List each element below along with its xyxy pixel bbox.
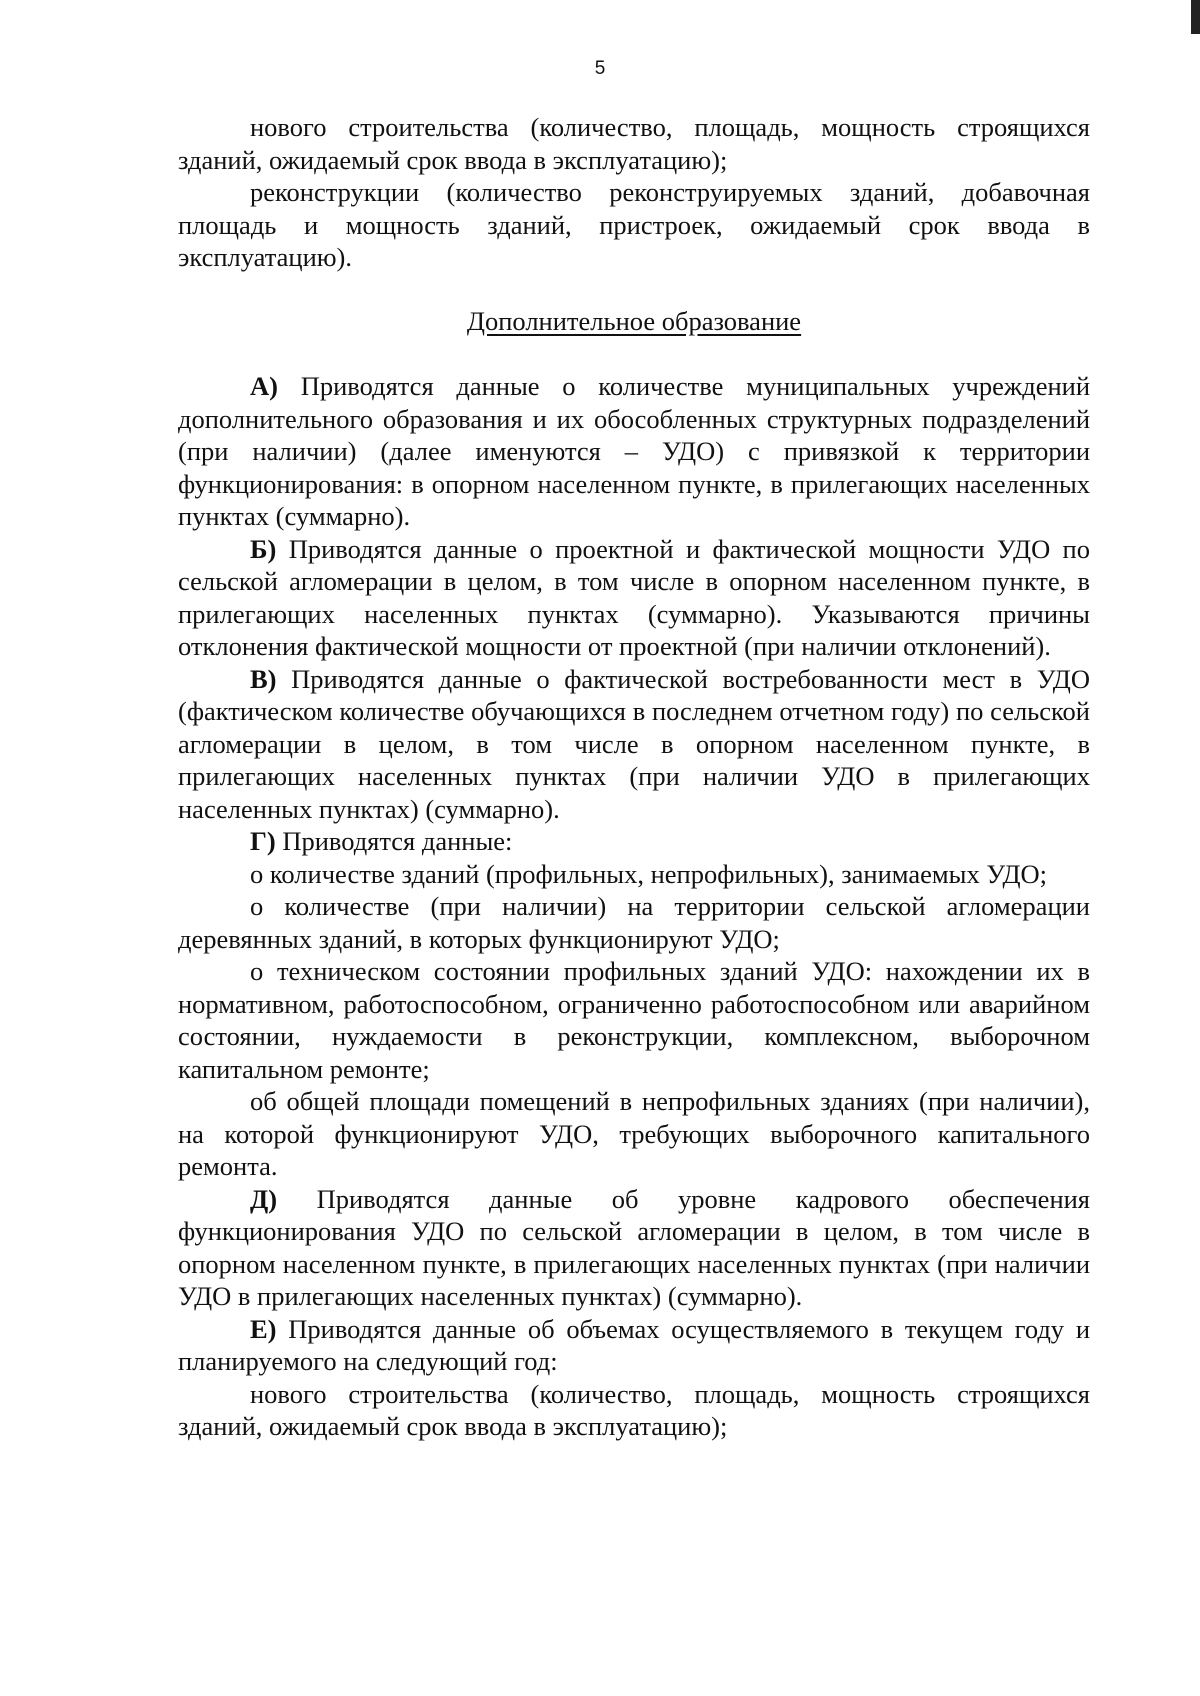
paragraph-new-construction: нового строительства (количество, площадь, мощность строящихся зданий, ожидаемый срок ввода в эксплуатацию); [178, 112, 1090, 175]
paragraph-e-new-construction: нового строительства (количество, площадь, мощность строящихся зданий, ожидаемый срок ввода в эксплуатацию); [178, 1378, 1090, 1441]
item-marker: Е) [250, 1313, 277, 1344]
paragraph-item-d [178, 1183, 1090, 1313]
item-text: Приводятся данные о количестве муниципальных учреждений дополнительного образования и их обособленных структурных подразделений (при наличии) (далее именуются – УДО) с привязкой к территории функционирования: в опорном населенном пункте, в прилегающих населенных пунктах (суммарно). [178, 371, 1090, 531]
paragraph-item-a [178, 370, 1090, 533]
item-marker: Б) [250, 533, 277, 564]
paragraph-item-g [178, 825, 1090, 858]
paragraph-reconstruction: реконструкции (количество реконструируемых зданий, добавочная площадь и мощность зданий, пристроек, ожидаемый срок ввода в эксплуатацию). [178, 177, 1090, 272]
item-text: Приводятся данные об уровне кадрового обеспечения функционирования УДО по сельской агломерации в целом, в том числе в опорном населенном пункте, в прилегающих населенных пунктах (при наличии УДО в прилегающих населенных пунктах) (суммарно). [178, 1183, 1090, 1311]
paragraph-item-e [178, 1313, 1090, 1378]
item-marker: А) [250, 371, 278, 401]
item-text: Приводятся данные: [275, 826, 513, 856]
page-number: 5 [594, 58, 606, 79]
paragraph-g-buildings-count: о количестве зданий (профильных, непрофильных), занимаемых УДО; [250, 858, 1048, 889]
paragraph-item-v [178, 663, 1090, 826]
item-text: Приводятся данные о фактической востребованности мест в УДО (фактическом количестве обучающихся в последнем отчетном году) по сельской агломерации в целом, в том числе в опорном населенном пункте, в прилегающих населенных пунктах (при наличии УДО в прилегающих населенных пунктах) (суммарно). [178, 663, 1090, 824]
scan-edge-mark [1191, 0, 1200, 34]
paragraph-g-wooden-buildings: о количестве (при наличии) на территории сельской агломерации деревянных зданий, в которых функционируют УДО; [178, 891, 1090, 954]
item-marker: Д) [250, 1183, 278, 1214]
item-marker: Г) [250, 826, 276, 856]
paragraph-g-total-area: об общей площади помещений в непрофильных зданиях (при наличии), на которой функционируют УДО, требующих выборочного капитального ремонта. [178, 1086, 1090, 1181]
paragraph-g-technical-state: о техническом состоянии профильных зданий УДО: нахождении их в нормативном, работоспособном, ограниченно работоспособном или аварийном состоянии, нуждаемости в реконструкции, комплексном, выборочном капитальном ремонте; [178, 956, 1090, 1084]
section-heading: Дополнительное образование [466, 305, 802, 336]
item-text: Приводятся данные о проектной и фактической мощности УДО по сельской агломерации в целом, в том числе в опорном населенном пункте, в прилегающих населенных пунктах (суммарно). Указываются причины отклонения фактической мощности от проектной (при наличии отклонений). [178, 533, 1090, 661]
document-body [178, 111, 1090, 1443]
item-text: Приводятся данные об объемах осуществляемого в текущем году и планируемого на следующий год: [178, 1313, 1090, 1376]
paragraph-item-b [178, 533, 1090, 663]
item-marker: В) [250, 663, 277, 694]
